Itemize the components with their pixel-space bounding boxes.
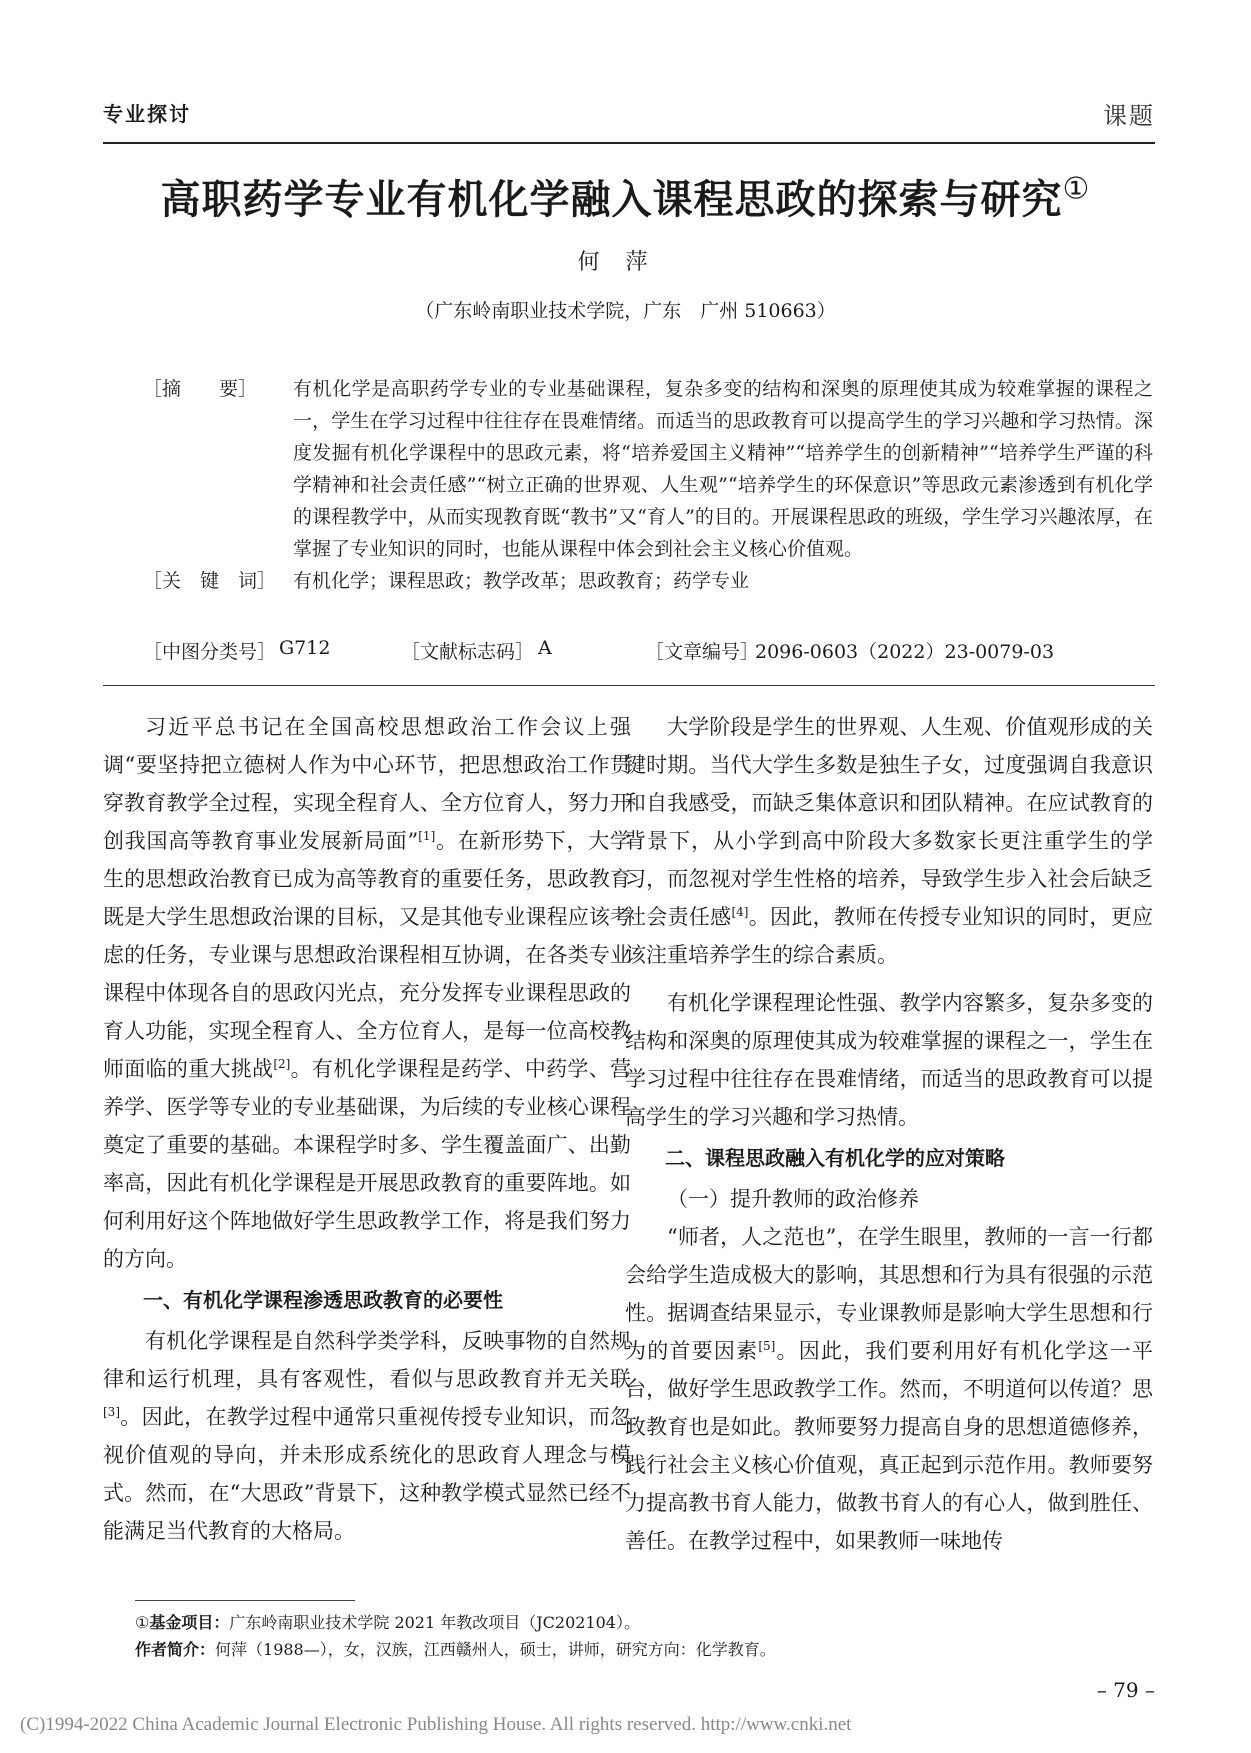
- section-label: 专业探讨: [103, 102, 191, 126]
- citation-ref: [2]: [273, 1057, 291, 1071]
- footnote-text: 广东岭南职业技术学院 2021 年教改项目（JC202104）。: [229, 1613, 640, 1632]
- keywords-text: 有机化学；课程思政；教学改革；思政教育；药学专业: [293, 570, 750, 592]
- text-run: 。因此，教师在传授专业知识的同时，更应该注重培养学生的综合素质。: [625, 905, 1154, 967]
- citation-ref: [1]: [418, 829, 436, 843]
- text-run: 。有机化学课程是药学、中药学、营养学、医学等专业的专业基础课，为后续的专业核心课程奠定了重要的基础。本课程学时多、学生覆盖面广、出勤率高，因此有机化学课程是开展思政教育的重要阵地。如何利用好这个阵地做好学生思政教学工作，将是我们努力的方向。: [103, 1057, 632, 1271]
- abstract-label: ［摘 要］: [143, 378, 258, 400]
- footnote-label: 基金项目：: [149, 1613, 230, 1632]
- paragraph: [625, 1218, 1153, 1560]
- copyright-notice: (C)1994-2022 China Academic Journal Electronic Publishing House. All rights reserved. http://www.cnki.net: [20, 1714, 852, 1735]
- footnote-fund: [135, 1610, 640, 1636]
- paragraph: 有机化学课程理论性强、教学内容繁多，复杂多变的结构和深奥的原理使其成为较难掌握的课程之一，学生在学习过程中往往存在畏难情绪，而适当的思政教育可以提高学生的学习兴趣和学习热情。: [625, 991, 1153, 1129]
- text-run: 。因此，我们要利用好有机化学这一平台，做好学生思政教学工作。然而，不明道何以传道？思政教育也是如此。教师要努力提高自身的思想道德修养，践行社会主义核心价值观，真正起到示范作用。教师要努力提高教书育人能力，做教书育人的有心人，做到胜任、善任。在教学过程中，如果教师一味地传: [625, 1339, 1154, 1553]
- header-divider: [103, 142, 1155, 144]
- footnote-text: 何萍（1988—），女，汉族，江西赣州人，硕士，讲师，研究方向：化学教育。: [215, 1640, 776, 1659]
- subsection-heading: （一）提升教师的政治修养: [667, 1187, 919, 1211]
- paragraph: [103, 1322, 631, 1550]
- clc-value: G712: [279, 637, 331, 659]
- abstract-text: 有机化学是高职药学专业的专业基础课程，复杂多变的结构和深奥的原理使其成为较难掌握的课程之一，学生在学习过程中往往存在畏难情绪。而适当的思政教育可以提高学生的学习兴趣和学习热情。深度发掘有机化学课程中的思政元素，将“培养爱国主义精神”“培养学生的创新精神”“培养学生严谨的科学精神和社会责任感”“树立正确的世界观、人生观”“培养学生的环保意识”等思政元素渗透到有机化学的课程教学中，从而实现教育既“教书”又“育人”的目的。开展课程思政的班级，学生学习兴趣浓厚，在掌握了专业知识的同时，也能从课程中体会到社会主义核心价值观。: [293, 378, 1153, 560]
- keywords-row: [143, 565, 1153, 597]
- paragraph: [625, 708, 1153, 974]
- section-heading: 二、课程思政融入有机化学的应对策略: [665, 1146, 1005, 1170]
- abstract-row: [143, 373, 1153, 565]
- clc-label: ［中图分类号］: [143, 641, 277, 663]
- text-run: 有机化学课程是自然科学类学科，反映事物的自然规律和运行机理，具有客观性，看似与思政教育并无关联: [103, 1329, 631, 1391]
- body-divider: [103, 685, 1155, 686]
- paragraph: [103, 708, 631, 1278]
- title-footnote-mark: ①: [1062, 171, 1091, 207]
- footnote-divider: [135, 1600, 355, 1601]
- page-number: – 79 –: [1096, 1678, 1155, 1702]
- footnote-label: 作者简介：: [135, 1640, 216, 1659]
- citation-ref: [5]: [758, 1339, 776, 1353]
- abstract-block: [143, 373, 1153, 597]
- author-affiliation: （广东岭南职业技术学院，广东 广州 510663）: [415, 300, 836, 322]
- column-label: 课题: [1103, 102, 1155, 130]
- text-run: 。因此，在教学过程中通常只重视传授专业知识，而忽视价值观的导向，并未形成系统化的思政育人理念与模式。然而，在“大思政”背景下，这种教学模式显然已经不能满足当代教育的大格局。: [103, 1405, 631, 1543]
- article-no-label: ［文章编号］: [645, 641, 760, 663]
- section-heading: 一、有机化学课程渗透思政教育的必要性: [143, 1288, 503, 1312]
- text-run: “师者，人之范也”，在学生眼里，教师的一言一行都会给学生造成极大的影响，其思想和行为具有很强的示范性。据调查结果显示，专业课教师是影响大学生思想和行为的首要因素: [625, 1225, 1153, 1363]
- article-title: [0, 168, 1251, 225]
- doc-code-label: ［文献标志码］: [401, 641, 535, 663]
- title-text: 高职药学专业有机化学融入课程思政的探索与研究: [160, 177, 1063, 223]
- citation-ref: [4]: [731, 905, 749, 919]
- footnote-author: [135, 1637, 776, 1663]
- keywords-label: ［关 键 词］: [143, 570, 277, 592]
- author-name: 何萍: [577, 250, 674, 275]
- text-run: 习近平总书记在全国高校思想政治工作会议上强调“要坚持把立德树人作为中心环节，把思想政治工作贯穿教育教学全过程，实现全程育人、全方位育人，努力开创我国高等教育事业发展新局面”: [103, 715, 631, 853]
- article-no-value: 2096-0603（2022）23-0079-03: [755, 641, 1055, 663]
- doc-code-value: A: [538, 637, 552, 659]
- citation-ref: [3]: [103, 1405, 120, 1419]
- right-column: [625, 708, 1153, 1560]
- footnote-mark: ①: [135, 1613, 150, 1632]
- left-column: [103, 708, 631, 1550]
- text-run: 。在新形势下，大学生的思想政治教育已成为高等教育的重要任务，思政教育既是大学生思想政治课的目标，又是其他专业课程应该考虑的任务，专业课与思想政治课程相互协调，在各类专业课程中体现各自的思政闪光点，充分发挥专业课程思政的育人功能，实现全程育人、全方位育人，是每一位高校教师面临的重大挑战: [103, 829, 631, 1081]
- text-run: 大学阶段是学生的世界观、人生观、价值观形成的关键时期。当代大学生多数是独生子女，过度强调自我意识和自我感受，而缺乏集体意识和团队精神。在应试教育的背景下，从小学到高中阶段大多数家长更注重学生的学习，而忽视对学生性格的培养，导致学生步入社会后缺乏社会责任感: [625, 715, 1153, 929]
